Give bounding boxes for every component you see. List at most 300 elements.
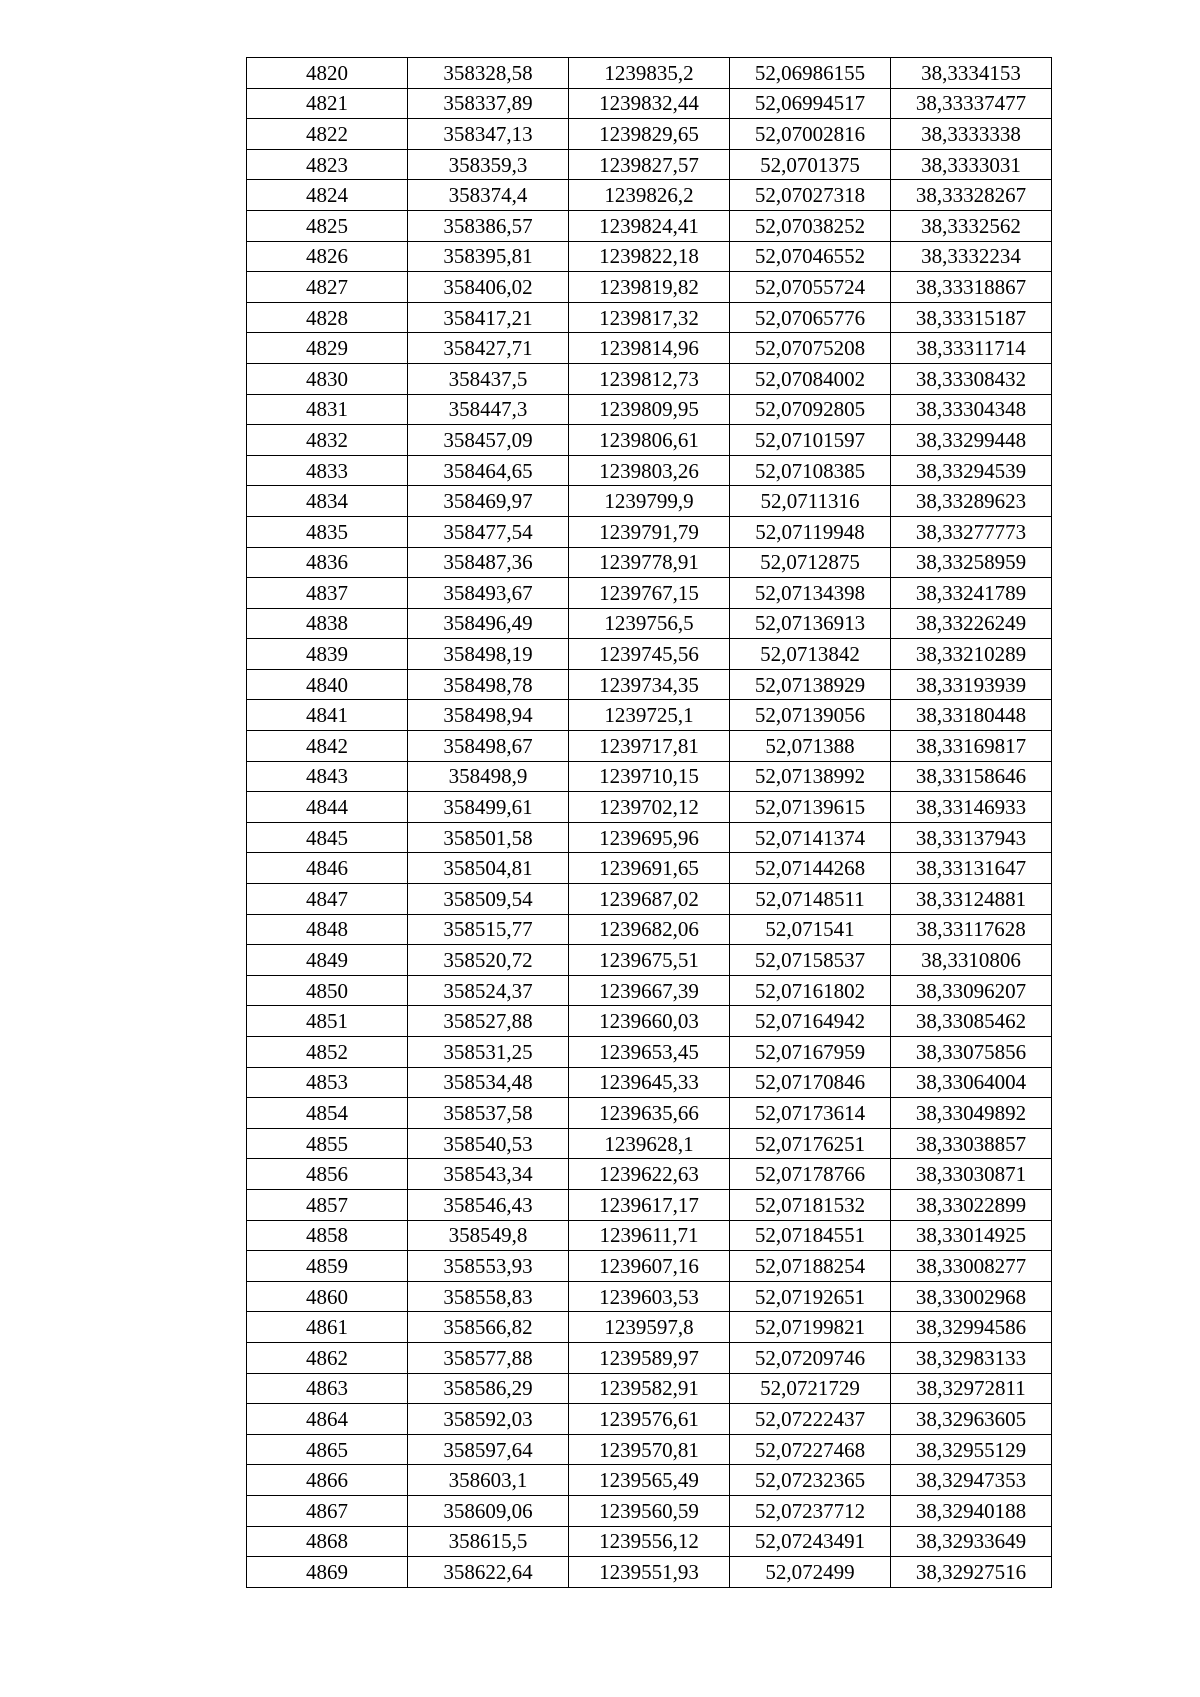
x-coordinate-cell: 358609,06	[408, 1495, 569, 1526]
table-row	[247, 761, 1052, 792]
latitude-cell: 52,07192651	[730, 1281, 891, 1312]
longitude-cell: 38,33117628	[891, 914, 1052, 945]
latitude-cell: 52,07184551	[730, 1220, 891, 1251]
longitude-cell: 38,33131647	[891, 853, 1052, 884]
x-coordinate-cell: 358347,13	[408, 119, 569, 150]
y-coordinate-cell: 1239791,79	[569, 516, 730, 547]
y-coordinate-cell: 1239603,53	[569, 1281, 730, 1312]
x-coordinate-cell: 358546,43	[408, 1189, 569, 1220]
x-coordinate-cell: 358509,54	[408, 884, 569, 915]
x-coordinate-cell: 358493,67	[408, 578, 569, 609]
point-number-cell: 4857	[247, 1189, 408, 1220]
y-coordinate-cell: 1239803,26	[569, 455, 730, 486]
y-coordinate-cell: 1239778,91	[569, 547, 730, 578]
x-coordinate-cell: 358496,49	[408, 608, 569, 639]
latitude-cell: 52,07232365	[730, 1465, 891, 1496]
table-row	[247, 822, 1052, 853]
table-row	[247, 1281, 1052, 1312]
y-coordinate-cell: 1239551,93	[569, 1557, 730, 1588]
table-row	[247, 669, 1052, 700]
x-coordinate-cell: 358447,3	[408, 394, 569, 425]
y-coordinate-cell: 1239799,9	[569, 486, 730, 517]
y-coordinate-cell: 1239817,32	[569, 302, 730, 333]
table-row	[247, 1098, 1052, 1129]
point-number-cell: 4847	[247, 884, 408, 915]
longitude-cell: 38,33124881	[891, 884, 1052, 915]
x-coordinate-cell: 358553,93	[408, 1251, 569, 1282]
latitude-cell: 52,07046552	[730, 241, 891, 272]
latitude-cell: 52,07138992	[730, 761, 891, 792]
y-coordinate-cell: 1239756,5	[569, 608, 730, 639]
point-number-cell: 4834	[247, 486, 408, 517]
y-coordinate-cell: 1239826,2	[569, 180, 730, 211]
point-number-cell: 4838	[247, 608, 408, 639]
latitude-cell: 52,07144268	[730, 853, 891, 884]
point-number-cell: 4860	[247, 1281, 408, 1312]
longitude-cell: 38,33258959	[891, 547, 1052, 578]
x-coordinate-cell: 358359,3	[408, 149, 569, 180]
x-coordinate-cell: 358417,21	[408, 302, 569, 333]
longitude-cell: 38,33085462	[891, 1006, 1052, 1037]
x-coordinate-cell: 358499,61	[408, 792, 569, 823]
point-number-cell: 4863	[247, 1373, 408, 1404]
table-row	[247, 975, 1052, 1006]
longitude-cell: 38,32983133	[891, 1342, 1052, 1373]
longitude-cell: 38,3333338	[891, 119, 1052, 150]
x-coordinate-cell: 358549,8	[408, 1220, 569, 1251]
y-coordinate-cell: 1239622,63	[569, 1159, 730, 1190]
table-row	[247, 608, 1052, 639]
table-row	[247, 425, 1052, 456]
table-row	[247, 302, 1052, 333]
point-number-cell: 4869	[247, 1557, 408, 1588]
point-number-cell: 4852	[247, 1037, 408, 1068]
x-coordinate-cell: 358498,19	[408, 639, 569, 670]
table-row	[247, 1189, 1052, 1220]
x-coordinate-cell: 358504,81	[408, 853, 569, 884]
longitude-cell: 38,32927516	[891, 1557, 1052, 1588]
y-coordinate-cell: 1239814,96	[569, 333, 730, 364]
x-coordinate-cell: 358395,81	[408, 241, 569, 272]
y-coordinate-cell: 1239570,81	[569, 1434, 730, 1465]
y-coordinate-cell: 1239806,61	[569, 425, 730, 456]
latitude-cell: 52,07038252	[730, 210, 891, 241]
longitude-cell: 38,33294539	[891, 455, 1052, 486]
longitude-cell: 38,33337477	[891, 88, 1052, 119]
latitude-cell: 52,07141374	[730, 822, 891, 853]
point-number-cell: 4861	[247, 1312, 408, 1343]
x-coordinate-cell: 358374,4	[408, 180, 569, 211]
longitude-cell: 38,33075856	[891, 1037, 1052, 1068]
longitude-cell: 38,33277773	[891, 516, 1052, 547]
latitude-cell: 52,07136913	[730, 608, 891, 639]
x-coordinate-cell: 358386,57	[408, 210, 569, 241]
x-coordinate-cell: 358520,72	[408, 945, 569, 976]
point-number-cell: 4836	[247, 547, 408, 578]
coordinates-table-body	[247, 58, 1052, 1588]
x-coordinate-cell: 358498,78	[408, 669, 569, 700]
point-number-cell: 4849	[247, 945, 408, 976]
longitude-cell: 38,32955129	[891, 1434, 1052, 1465]
y-coordinate-cell: 1239667,39	[569, 975, 730, 1006]
table-row	[247, 486, 1052, 517]
x-coordinate-cell: 358615,5	[408, 1526, 569, 1557]
longitude-cell: 38,33241789	[891, 578, 1052, 609]
longitude-cell: 38,33210289	[891, 639, 1052, 670]
y-coordinate-cell: 1239560,59	[569, 1495, 730, 1526]
x-coordinate-cell: 358543,34	[408, 1159, 569, 1190]
longitude-cell: 38,33226249	[891, 608, 1052, 639]
point-number-cell: 4862	[247, 1342, 408, 1373]
y-coordinate-cell: 1239645,33	[569, 1067, 730, 1098]
latitude-cell: 52,07199821	[730, 1312, 891, 1343]
y-coordinate-cell: 1239576,61	[569, 1404, 730, 1435]
x-coordinate-cell: 358469,97	[408, 486, 569, 517]
table-row	[247, 149, 1052, 180]
latitude-cell: 52,07222437	[730, 1404, 891, 1435]
table-row	[247, 333, 1052, 364]
table-row	[247, 363, 1052, 394]
latitude-cell: 52,07170846	[730, 1067, 891, 1098]
latitude-cell: 52,07227468	[730, 1434, 891, 1465]
y-coordinate-cell: 1239827,57	[569, 149, 730, 180]
point-number-cell: 4856	[247, 1159, 408, 1190]
latitude-cell: 52,071541	[730, 914, 891, 945]
table-row	[247, 516, 1052, 547]
y-coordinate-cell: 1239734,35	[569, 669, 730, 700]
x-coordinate-cell: 358406,02	[408, 272, 569, 303]
x-coordinate-cell: 358577,88	[408, 1342, 569, 1373]
y-coordinate-cell: 1239695,96	[569, 822, 730, 853]
latitude-cell: 52,0711316	[730, 486, 891, 517]
latitude-cell: 52,0712875	[730, 547, 891, 578]
longitude-cell: 38,33158646	[891, 761, 1052, 792]
y-coordinate-cell: 1239675,51	[569, 945, 730, 976]
y-coordinate-cell: 1239607,16	[569, 1251, 730, 1282]
latitude-cell: 52,07139615	[730, 792, 891, 823]
point-number-cell: 4845	[247, 822, 408, 853]
table-row	[247, 241, 1052, 272]
latitude-cell: 52,07167959	[730, 1037, 891, 1068]
longitude-cell: 38,32963605	[891, 1404, 1052, 1435]
latitude-cell: 52,07119948	[730, 516, 891, 547]
x-coordinate-cell: 358603,1	[408, 1465, 569, 1496]
latitude-cell: 52,06986155	[730, 58, 891, 89]
y-coordinate-cell: 1239628,1	[569, 1128, 730, 1159]
point-number-cell: 4823	[247, 149, 408, 180]
point-number-cell: 4850	[247, 975, 408, 1006]
x-coordinate-cell: 358524,37	[408, 975, 569, 1006]
latitude-cell: 52,07055724	[730, 272, 891, 303]
point-number-cell: 4833	[247, 455, 408, 486]
longitude-cell: 38,33311714	[891, 333, 1052, 364]
latitude-cell: 52,072499	[730, 1557, 891, 1588]
latitude-cell: 52,071388	[730, 731, 891, 762]
point-number-cell: 4827	[247, 272, 408, 303]
latitude-cell: 52,07178766	[730, 1159, 891, 1190]
latitude-cell: 52,07237712	[730, 1495, 891, 1526]
x-coordinate-cell: 358558,83	[408, 1281, 569, 1312]
y-coordinate-cell: 1239829,65	[569, 119, 730, 150]
table-row	[247, 1037, 1052, 1068]
latitude-cell: 52,07164942	[730, 1006, 891, 1037]
table-row	[247, 639, 1052, 670]
y-coordinate-cell: 1239565,49	[569, 1465, 730, 1496]
y-coordinate-cell: 1239710,15	[569, 761, 730, 792]
point-number-cell: 4844	[247, 792, 408, 823]
point-number-cell: 4867	[247, 1495, 408, 1526]
point-number-cell: 4865	[247, 1434, 408, 1465]
y-coordinate-cell: 1239691,65	[569, 853, 730, 884]
point-number-cell: 4842	[247, 731, 408, 762]
point-number-cell: 4831	[247, 394, 408, 425]
point-number-cell: 4846	[247, 853, 408, 884]
longitude-cell: 38,33064004	[891, 1067, 1052, 1098]
table-row	[247, 180, 1052, 211]
latitude-cell: 52,0701375	[730, 149, 891, 180]
y-coordinate-cell: 1239660,03	[569, 1006, 730, 1037]
x-coordinate-cell: 358477,54	[408, 516, 569, 547]
point-number-cell: 4858	[247, 1220, 408, 1251]
y-coordinate-cell: 1239824,41	[569, 210, 730, 241]
table-row	[247, 731, 1052, 762]
x-coordinate-cell: 358592,03	[408, 1404, 569, 1435]
latitude-cell: 52,07108385	[730, 455, 891, 486]
point-number-cell: 4840	[247, 669, 408, 700]
latitude-cell: 52,07176251	[730, 1128, 891, 1159]
latitude-cell: 52,07134398	[730, 578, 891, 609]
longitude-cell: 38,33318867	[891, 272, 1052, 303]
table-row	[247, 1465, 1052, 1496]
table-row	[247, 88, 1052, 119]
y-coordinate-cell: 1239556,12	[569, 1526, 730, 1557]
point-number-cell: 4859	[247, 1251, 408, 1282]
longitude-cell: 38,33022899	[891, 1189, 1052, 1220]
point-number-cell: 4864	[247, 1404, 408, 1435]
x-coordinate-cell: 358501,58	[408, 822, 569, 853]
y-coordinate-cell: 1239835,2	[569, 58, 730, 89]
longitude-cell: 38,33328267	[891, 180, 1052, 211]
table-row	[247, 1128, 1052, 1159]
y-coordinate-cell: 1239682,06	[569, 914, 730, 945]
latitude-cell: 52,07065776	[730, 302, 891, 333]
point-number-cell: 4839	[247, 639, 408, 670]
latitude-cell: 52,07027318	[730, 180, 891, 211]
x-coordinate-cell: 358597,64	[408, 1434, 569, 1465]
y-coordinate-cell: 1239702,12	[569, 792, 730, 823]
latitude-cell: 52,07139056	[730, 700, 891, 731]
latitude-cell: 52,07075208	[730, 333, 891, 364]
x-coordinate-cell: 358498,9	[408, 761, 569, 792]
y-coordinate-cell: 1239597,8	[569, 1312, 730, 1343]
table-row	[247, 1526, 1052, 1557]
x-coordinate-cell: 358487,36	[408, 547, 569, 578]
table-row	[247, 210, 1052, 241]
x-coordinate-cell: 358498,67	[408, 731, 569, 762]
table-row	[247, 1220, 1052, 1251]
longitude-cell: 38,33049892	[891, 1098, 1052, 1129]
y-coordinate-cell: 1239717,81	[569, 731, 730, 762]
table-row	[247, 1251, 1052, 1282]
table-row	[247, 1159, 1052, 1190]
latitude-cell: 52,07002816	[730, 119, 891, 150]
longitude-cell: 38,32972811	[891, 1373, 1052, 1404]
table-row	[247, 792, 1052, 823]
x-coordinate-cell: 358540,53	[408, 1128, 569, 1159]
longitude-cell: 38,33146933	[891, 792, 1052, 823]
table-row	[247, 394, 1052, 425]
x-coordinate-cell: 358437,5	[408, 363, 569, 394]
latitude-cell: 52,07181532	[730, 1189, 891, 1220]
y-coordinate-cell: 1239809,95	[569, 394, 730, 425]
y-coordinate-cell: 1239589,97	[569, 1342, 730, 1373]
point-number-cell: 4837	[247, 578, 408, 609]
x-coordinate-cell: 358527,88	[408, 1006, 569, 1037]
table-row	[247, 272, 1052, 303]
longitude-cell: 38,33030871	[891, 1159, 1052, 1190]
longitude-cell: 38,33096207	[891, 975, 1052, 1006]
y-coordinate-cell: 1239653,45	[569, 1037, 730, 1068]
longitude-cell: 38,3310806	[891, 945, 1052, 976]
longitude-cell: 38,32933649	[891, 1526, 1052, 1557]
longitude-cell: 38,33002968	[891, 1281, 1052, 1312]
longitude-cell: 38,33014925	[891, 1220, 1052, 1251]
y-coordinate-cell: 1239725,1	[569, 700, 730, 731]
coordinates-table	[246, 57, 1052, 1588]
y-coordinate-cell: 1239832,44	[569, 88, 730, 119]
longitude-cell: 38,33315187	[891, 302, 1052, 333]
table-row	[247, 1067, 1052, 1098]
x-coordinate-cell: 358586,29	[408, 1373, 569, 1404]
table-row	[247, 700, 1052, 731]
y-coordinate-cell: 1239582,91	[569, 1373, 730, 1404]
longitude-cell: 38,32947353	[891, 1465, 1052, 1496]
point-number-cell: 4822	[247, 119, 408, 150]
longitude-cell: 38,33008277	[891, 1251, 1052, 1282]
point-number-cell: 4830	[247, 363, 408, 394]
longitude-cell: 38,33180448	[891, 700, 1052, 731]
table-row	[247, 884, 1052, 915]
table-row	[247, 945, 1052, 976]
point-number-cell: 4835	[247, 516, 408, 547]
table-row	[247, 1495, 1052, 1526]
latitude-cell: 52,07243491	[730, 1526, 891, 1557]
point-number-cell: 4824	[247, 180, 408, 211]
point-number-cell: 4829	[247, 333, 408, 364]
y-coordinate-cell: 1239812,73	[569, 363, 730, 394]
table-row	[247, 1006, 1052, 1037]
point-number-cell: 4855	[247, 1128, 408, 1159]
point-number-cell: 4820	[247, 58, 408, 89]
point-number-cell: 4848	[247, 914, 408, 945]
table-row	[247, 1404, 1052, 1435]
y-coordinate-cell: 1239822,18	[569, 241, 730, 272]
longitude-cell: 38,33169817	[891, 731, 1052, 762]
latitude-cell: 52,07101597	[730, 425, 891, 456]
longitude-cell: 38,3333031	[891, 149, 1052, 180]
x-coordinate-cell: 358337,89	[408, 88, 569, 119]
x-coordinate-cell: 358457,09	[408, 425, 569, 456]
longitude-cell: 38,3332234	[891, 241, 1052, 272]
point-number-cell: 4853	[247, 1067, 408, 1098]
table-row	[247, 547, 1052, 578]
x-coordinate-cell: 358537,58	[408, 1098, 569, 1129]
y-coordinate-cell: 1239767,15	[569, 578, 730, 609]
table-row	[247, 1434, 1052, 1465]
longitude-cell: 38,3334153	[891, 58, 1052, 89]
latitude-cell: 52,0713842	[730, 639, 891, 670]
latitude-cell: 52,07158537	[730, 945, 891, 976]
point-number-cell: 4821	[247, 88, 408, 119]
x-coordinate-cell: 358622,64	[408, 1557, 569, 1588]
y-coordinate-cell: 1239611,71	[569, 1220, 730, 1251]
latitude-cell: 52,07092805	[730, 394, 891, 425]
longitude-cell: 38,33299448	[891, 425, 1052, 456]
y-coordinate-cell: 1239635,66	[569, 1098, 730, 1129]
y-coordinate-cell: 1239687,02	[569, 884, 730, 915]
table-row	[247, 455, 1052, 486]
longitude-cell: 38,33304348	[891, 394, 1052, 425]
point-number-cell: 4854	[247, 1098, 408, 1129]
longitude-cell: 38,32940188	[891, 1495, 1052, 1526]
latitude-cell: 52,07161802	[730, 975, 891, 1006]
point-number-cell: 4868	[247, 1526, 408, 1557]
longitude-cell: 38,33038857	[891, 1128, 1052, 1159]
table-row	[247, 1342, 1052, 1373]
x-coordinate-cell: 358515,77	[408, 914, 569, 945]
x-coordinate-cell: 358328,58	[408, 58, 569, 89]
longitude-cell: 38,33289623	[891, 486, 1052, 517]
table-row	[247, 914, 1052, 945]
latitude-cell: 52,06994517	[730, 88, 891, 119]
table-row	[247, 1312, 1052, 1343]
table-row	[247, 1557, 1052, 1588]
point-number-cell: 4828	[247, 302, 408, 333]
x-coordinate-cell: 358566,82	[408, 1312, 569, 1343]
y-coordinate-cell: 1239745,56	[569, 639, 730, 670]
point-number-cell: 4832	[247, 425, 408, 456]
table-row	[247, 58, 1052, 89]
x-coordinate-cell: 358498,94	[408, 700, 569, 731]
table-row	[247, 853, 1052, 884]
point-number-cell: 4841	[247, 700, 408, 731]
latitude-cell: 52,0721729	[730, 1373, 891, 1404]
point-number-cell: 4826	[247, 241, 408, 272]
point-number-cell: 4843	[247, 761, 408, 792]
latitude-cell: 52,07138929	[730, 669, 891, 700]
table-row	[247, 578, 1052, 609]
table-row	[247, 1373, 1052, 1404]
x-coordinate-cell: 358531,25	[408, 1037, 569, 1068]
y-coordinate-cell: 1239617,17	[569, 1189, 730, 1220]
latitude-cell: 52,07173614	[730, 1098, 891, 1129]
table-row	[247, 119, 1052, 150]
latitude-cell: 52,07209746	[730, 1342, 891, 1373]
longitude-cell: 38,33193939	[891, 669, 1052, 700]
latitude-cell: 52,07148511	[730, 884, 891, 915]
longitude-cell: 38,33137943	[891, 822, 1052, 853]
x-coordinate-cell: 358534,48	[408, 1067, 569, 1098]
point-number-cell: 4866	[247, 1465, 408, 1496]
y-coordinate-cell: 1239819,82	[569, 272, 730, 303]
longitude-cell: 38,33308432	[891, 363, 1052, 394]
latitude-cell: 52,07188254	[730, 1251, 891, 1282]
point-number-cell: 4825	[247, 210, 408, 241]
point-number-cell: 4851	[247, 1006, 408, 1037]
longitude-cell: 38,32994586	[891, 1312, 1052, 1343]
latitude-cell: 52,07084002	[730, 363, 891, 394]
x-coordinate-cell: 358427,71	[408, 333, 569, 364]
